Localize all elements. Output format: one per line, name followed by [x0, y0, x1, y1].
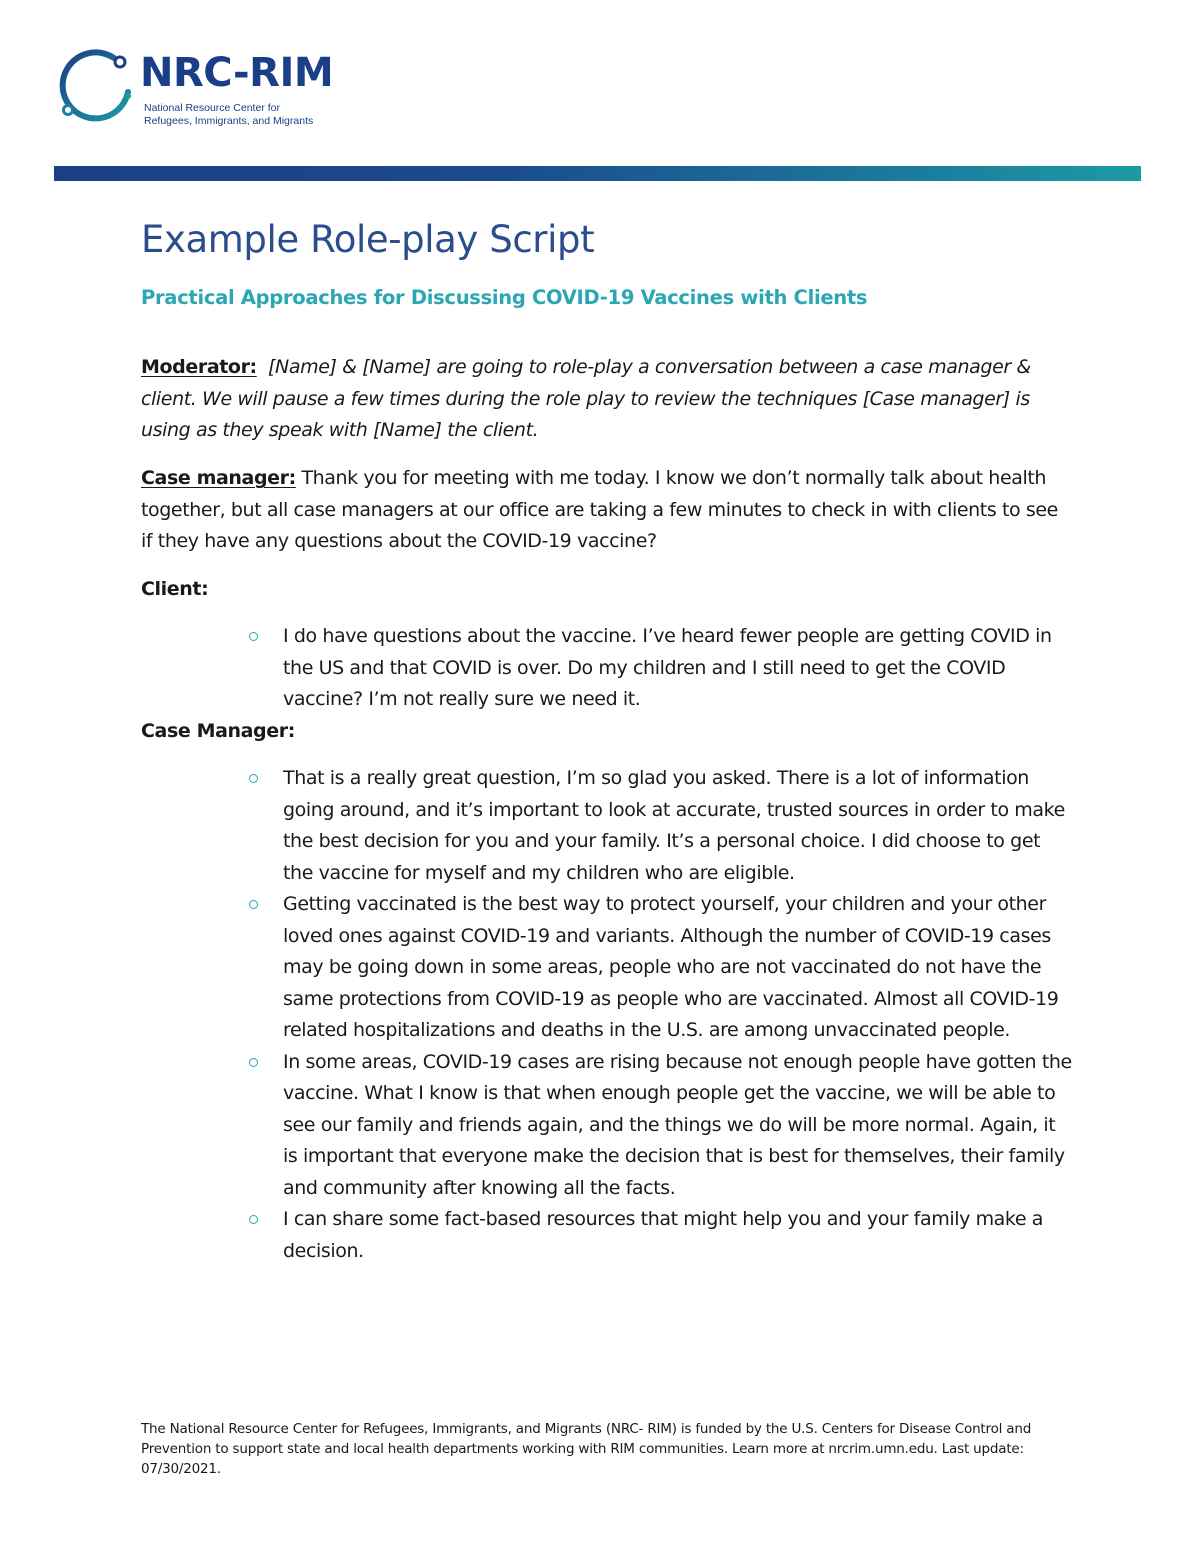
case-manager-item-text: In some areas, COVID-19 cases are rising because not enough people have gotten the vaccine. What I know is that when enough people get the vaccine, we will be able to see our family and friends again, and the things we do will be more normal. Again, it is important that everyone make the decision that is best for themselves, their family and community after knowing all the facts.	[283, 1050, 1072, 1199]
list-item	[245, 889, 1075, 1047]
circle-bullet-icon	[249, 632, 258, 641]
moderator-label: Moderator:	[141, 356, 257, 378]
logo-wordmark: NRC-RIM	[140, 50, 334, 96]
moderator-text: [Name] & [Name] are going to role-play a conversation between a case manager & client. We will pause a few times during the role play to review the techniques [Case manager] is using as they speak with [Name] the client.	[141, 356, 1031, 441]
list-item	[245, 621, 1075, 716]
case-manager-item-text: That is a really great question, I’m so glad you asked. There is a lot of information going around, and it’s important to look at accurate, trusted sources in order to make the best decision for you and your family. It’s a personal choice. I did choose to get the vaccine for myself and my children who are eligible.	[283, 767, 1065, 884]
circle-bullet-icon	[249, 900, 258, 909]
case-manager-label: Case Manager:	[141, 720, 295, 742]
list-item	[245, 763, 1075, 889]
client-heading	[141, 574, 1071, 606]
header-gradient-bar	[54, 166, 1141, 181]
list-item	[245, 1204, 1075, 1267]
circle-bullet-icon	[249, 1058, 258, 1067]
case-manager-heading	[141, 716, 1071, 748]
page-title: Example Role-play Script	[141, 218, 595, 261]
case-manager-item-text: Getting vaccinated is the best way to protect yourself, your children and your other loved ones against COVID-19 and variants. Although the number of COVID-19 cases may be going down in some areas, people who are not vaccinated do not have the same protections from COVID-19 as people who are vaccinated. Almost all COVID-19 related hospitalizations and deaths in the U.S. are among unvaccinated people.	[283, 893, 1059, 1041]
circle-bullet-icon	[249, 1215, 258, 1224]
list-item	[245, 1047, 1075, 1205]
client-label: Client:	[141, 578, 209, 600]
client-list	[245, 621, 1075, 716]
case-manager-intro-label: Case manager:	[141, 467, 296, 489]
footer-note: The National Resource Center for Refugees, Immigrants, and Migrants (NRC- RIM) is funded by the U.S. Centers for Disease Control and Prevention to support state and local health departments working with RIM communities. Learn more at nrcrim.umn.edu. Last update: 07/30/2021.	[141, 1421, 1032, 1477]
case-manager-intro-text: Thank you for meeting with me today. I know we don’t normally talk about health together, but all case managers at our office are taking a few minutes to check in with clients to see if they have any questions about the COVID-19 vaccine?	[141, 467, 1058, 552]
logo-subtitle-line-2: Refugees, Immigrants, and Migrants	[144, 115, 314, 127]
case-manager-list	[245, 763, 1075, 1267]
nrc-rim-ring-icon	[56, 48, 136, 130]
circle-bullet-icon	[249, 774, 258, 783]
client-item-text: I do have questions about the vaccine. I’ve heard fewer people are getting COVID in the US and that COVID is over. Do my children and I still need to get the COVID vaccine? I’m not really sure we need it.	[283, 625, 1052, 710]
nrc-rim-logo	[56, 48, 356, 132]
page-subtitle: Practical Approaches for Discussing COVID-19 Vaccines with Clients	[141, 286, 868, 309]
case-manager-intro-paragraph	[141, 463, 1071, 558]
case-manager-item-text: I can share some fact-based resources that might help you and your family make a decision.	[283, 1208, 1044, 1262]
logo-subtitle	[144, 102, 313, 128]
logo-subtitle-line-1: National Resource Center for	[144, 102, 280, 114]
moderator-paragraph	[141, 352, 1071, 447]
